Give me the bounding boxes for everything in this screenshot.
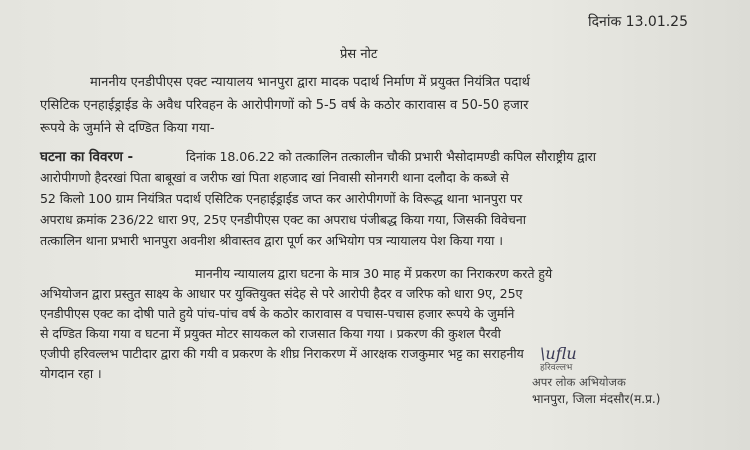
verdict-line: माननीय न्यायालय द्वारा घटना के मात्र 30 माह में प्रकरण का निराकरण करते हुये	[195, 266, 553, 281]
verdict-line: योगदान रहा ।	[40, 366, 102, 381]
page-title: प्रेस नोट	[340, 47, 378, 62]
signature-mark: \uflu	[540, 344, 577, 363]
incident-line: तत्कालिन थाना प्रभारी भानपुरा अवनीश श्रीवास्तव द्वारा पूर्ण कर अभियोग पत्र न्यायालय पेश किया गया ।	[40, 233, 503, 248]
signature-name: हरिवल्लभ	[540, 363, 573, 373]
incident-line: अपराध क्रमांक 236/22 धारा 9ए, 25ए एनडीपीएस एक्ट का अपराध पंजीबद्ध किया गया, जिसकी विवेचना	[40, 212, 526, 227]
document-date: दिनांक 13.01.25	[588, 14, 689, 30]
signature-designation: अपर लोक अभियोजक	[532, 375, 626, 389]
verdict-line: एनडीपीएस एक्ट का दोषी पाते हुये पांच-पांच वर्ष के कठोर कारावास व पचास-पचास हजार रूपये के जुर्माने	[40, 306, 515, 321]
verdict-line: से दण्डित किया गया व घटना में प्रयुक्त मोटर सायकल को राजसात किया गया । प्रकरण की कुशल पैरवी	[40, 326, 501, 341]
signature-place: भानपुरा, जिला मंदसौर(म.प्र.)	[532, 392, 661, 406]
verdict-line: एजीपी हरिवल्लभ पाटीदार द्वारा की गयी व प्रकरण के शीघ्र निराकरण में आरक्षक राजकुमार भट्ट का सराहनीय	[40, 346, 524, 361]
summary-line: रूपये के जुर्माने से दण्डित किया गया-	[40, 121, 215, 136]
incident-line: 52 किलो 100 ग्राम नियंत्रित पदार्थ एसिटिक एनहाईड्राईड जप्त कर आरोपीगणों के विरूद्ध थाना भानपुरा पर	[40, 191, 523, 206]
incident-line: आरोपीगणो हैदरखां पिता बाबूखां व जरीफ खां पिता शहजाद खां निवासी सोनगरी थाना दलौदा के कब्जे से	[40, 170, 509, 185]
incident-line: दिनांक 18.06.22 को तत्कालिन तत्कालीन चौकी प्रभारी भैसोदामण्डी कपिल सौराष्ट्रीय द्वारा	[186, 149, 596, 164]
summary-line: माननीय एनडीपीएस एक्ट न्यायालय भानपुरा द्वारा मादक पदार्थ निर्माण में प्रयुक्त नियंत्रित पदार्थ	[90, 75, 530, 90]
incident-label: घटना का विवरण -	[40, 149, 134, 165]
summary-line: एसिटिक एनहाईड्राईड के अवैध परिवहन के आरोपीगणों को 5-5 वर्ष के कठोर कारावास व 50-50 हजार	[40, 98, 529, 113]
verdict-line: अभियोजन द्वारा प्रस्तुत साक्ष्य के आधार पर युक्तियुक्त संदेह से परे आरोपी हैदर व जरिफ को धारा 9ए, 25ए	[40, 286, 523, 301]
